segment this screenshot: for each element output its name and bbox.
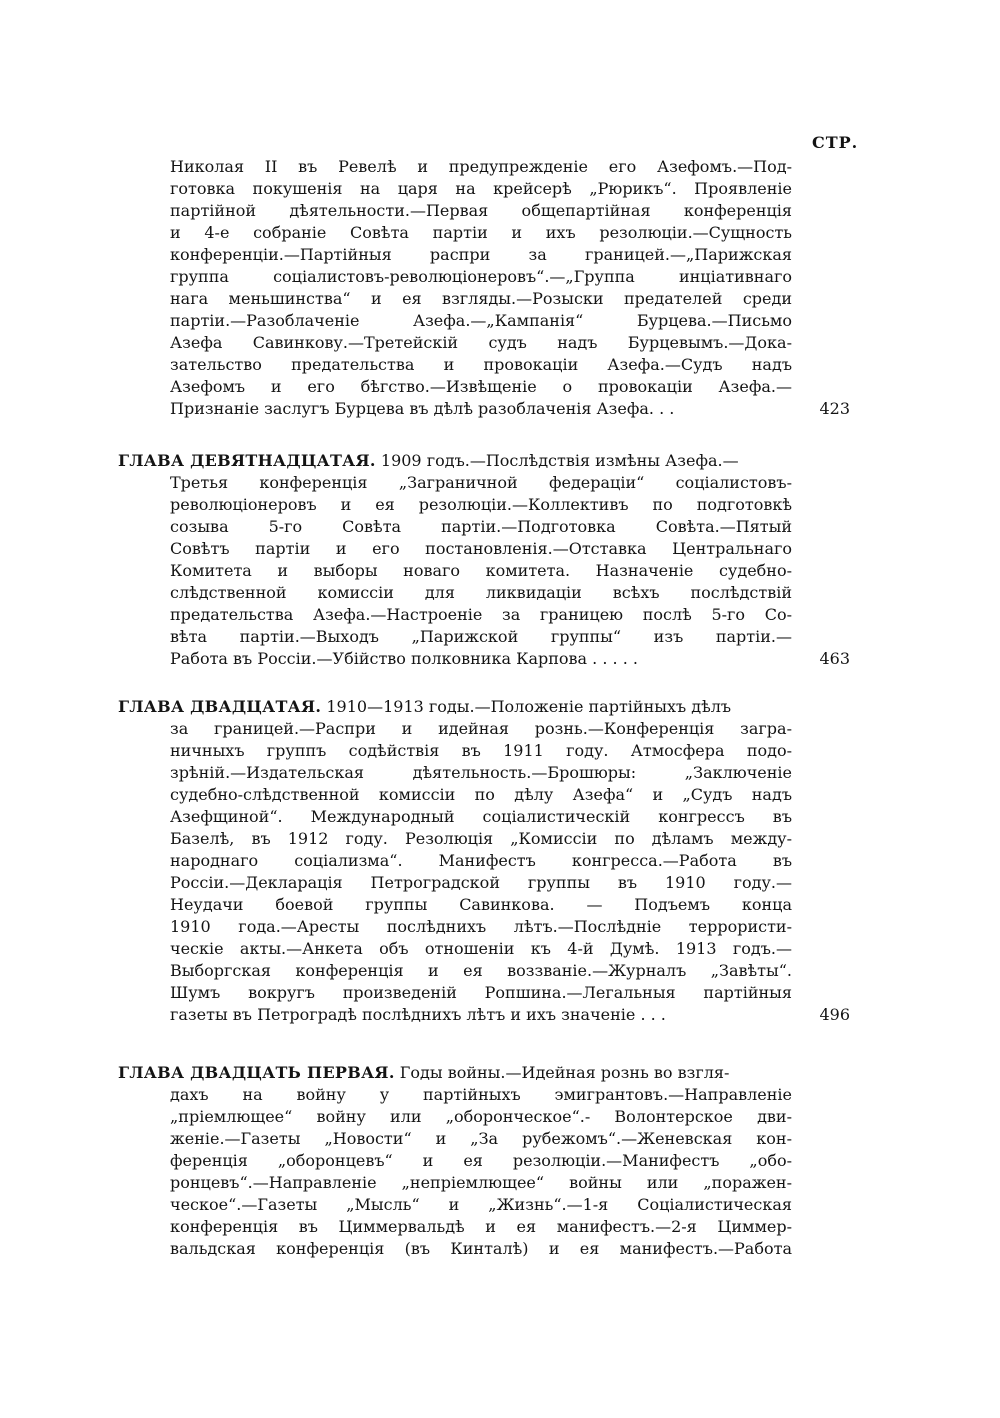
toc-line: ГЛАВА ДЕВЯТНАДЦАТАЯ. 1909 годъ.—Послѣдствія измѣны Азефа.— <box>118 451 739 470</box>
toc-line: ческое“.—Газеты „Мысль“ и „Жизнь“.—1-я Соціалистическая <box>170 1195 792 1214</box>
toc-line: партіи.—Разоблаченіе Азефа.—„Кампанія“ Бурцева.—Письмо <box>170 311 792 330</box>
toc-entry-chapter-21 <box>118 1062 850 1260</box>
toc-line: Россіи.—Декларація Петроградской группы въ 1910 году.— <box>170 873 792 892</box>
toc-line: ческіе акты.—Анкета объ отношеніи къ 4-й Думѣ. 1913 годъ.— <box>170 939 792 958</box>
toc-entry-continuation <box>118 156 850 420</box>
toc-line: Азефа Савинкову.—Третейскій судъ надъ Бурцевымъ.—Дока- <box>170 333 792 352</box>
toc-line: Азефщиной“. Международный соціалистическій конгрессъ въ <box>170 807 792 826</box>
chapter-heading: ГЛАВА ДЕВЯТНАДЦАТАЯ. <box>118 451 376 470</box>
toc-entry-chapter-19 <box>118 450 850 670</box>
page-number: 463 <box>819 649 850 668</box>
toc-line: ференція „оборонцевъ“ и ея резолюціи.—Манифестъ „обо- <box>170 1151 792 1170</box>
toc-line: Работа въ Россіи.—Убійство полковника Карпова . . . . . 463 <box>170 649 850 668</box>
toc-line: революціонеровъ и ея резолюціи.—Коллективъ по подготовкѣ <box>170 495 792 514</box>
toc-line: Третья конференція „Заграничной федераціи“ соціалистовъ- <box>170 473 792 492</box>
toc-line: 1910 года.—Аресты послѣднихъ лѣтъ.—Послѣдніе террористи- <box>170 917 792 936</box>
toc-line: и 4-е собраніе Совѣта партіи и ихъ резолюціи.—Сущность <box>170 223 792 242</box>
page-column-header: СТР. <box>812 133 859 152</box>
toc-line: конференція въ Циммервальдѣ и ея манифестъ.—2-я Циммер- <box>170 1217 792 1236</box>
page-number: 496 <box>819 1005 850 1024</box>
page-number: 423 <box>819 399 850 418</box>
toc-line: конференціи.—Партійныя распри за границей.—„Парижская <box>170 245 792 264</box>
toc-line: Комитета и выборы новаго комитета. Назначеніе судебно- <box>170 561 792 580</box>
toc-line: ничныхъ группъ содѣйствія въ 1911 году. Атмосфера подо- <box>170 741 792 760</box>
toc-line: Николая II въ Ревелѣ и предупрежденіе его Азефомъ.—Под- <box>170 157 792 176</box>
toc-line: народнаго соціализма“. Манифестъ конгресса.—Работа въ <box>170 851 792 870</box>
toc-line: газеты въ Петроградѣ послѣднихъ лѣтъ и ихъ значеніе . . . 496 <box>170 1005 850 1024</box>
toc-line: готовка покушенія на царя на крейсерѣ „Рюрикъ“. Проявленіе <box>170 179 792 198</box>
toc-line: группа соціалистовъ-революціонеровъ“.—„Группа инціативнаго <box>170 267 792 286</box>
toc-line: Совѣтъ партіи и его постановленія.—Отставка Центральнаго <box>170 539 792 558</box>
toc-line: „пріемлющее“ войну или „оборонческое“.- Волонтерское дви- <box>170 1107 792 1126</box>
toc-line: нага меньшинства“ и ея взгляды.—Розыски предателей среди <box>170 289 792 308</box>
toc-line: Признаніе заслугъ Бурцева въ дѣлѣ разоблаченія Азефа. . . 423 <box>170 399 850 418</box>
toc-line: дахъ на войну у партійныхъ эмигрантовъ.—Направленіе <box>170 1085 792 1104</box>
toc-line: зрѣній.—Издательская дѣятельность.—Брошюры: „Заключеніе <box>170 763 792 782</box>
toc-line: вѣта партіи.—Выходъ „Парижской группы“ изъ партіи.— <box>170 627 792 646</box>
toc-line: Азефомъ и его бѣгство.—Извѣщеніе о провокаціи Азефа.— <box>170 377 792 396</box>
toc-line: предательства Азефа.—Настроеніе за границею послѣ 5-го Со- <box>170 605 792 624</box>
toc-line: зательство предательства и провокаціи Азефа.—Судъ надъ <box>170 355 792 374</box>
toc-line: судебно-слѣдственной комиссіи по дѣлу Азефа“ и „Судъ надъ <box>170 785 792 804</box>
toc-line: ронцевъ“.—Направленіе „непріемлющее“ войны или „поражен- <box>170 1173 792 1192</box>
toc-line: ГЛАВА ДВАДЦАТАЯ. 1910—1913 годы.—Положеніе партійныхъ дѣлъ <box>118 697 732 716</box>
chapter-heading: ГЛАВА ДВАДЦАТАЯ. <box>118 697 322 716</box>
toc-entry-chapter-20 <box>118 696 850 1026</box>
toc-line: партійной дѣятельности.—Первая общепартійная конференція <box>170 201 792 220</box>
toc-line: слѣдственной комиссіи для ликвидаціи всѣхъ послѣдствій <box>170 583 792 602</box>
toc-line: ГЛАВА ДВАДЦАТЬ ПЕРВАЯ. Годы войны.—Идейная рознь во взгля- <box>118 1063 730 1082</box>
chapter-heading: ГЛАВА ДВАДЦАТЬ ПЕРВАЯ. <box>118 1063 395 1082</box>
toc-line: женіе.—Газеты „Новости“ и „За рубежомъ“.—Женевская кон- <box>170 1129 792 1148</box>
toc-line: созыва 5-го Совѣта партіи.—Подготовка Совѣта.—Пятый <box>170 517 792 536</box>
toc-line: Шумъ вокругъ произведеній Ропшина.—Легальныя партійныя <box>170 983 792 1002</box>
toc-line: за границей.—Распри и идейная рознь.—Конференція загра- <box>170 719 792 738</box>
toc-line: Базелѣ, въ 1912 году. Резолюція „Комиссіи по дѣламъ между- <box>170 829 792 848</box>
toc-line: Выборгская конференція и ея воззваніе.—Журналъ „Завѣты“. <box>170 961 792 980</box>
toc-line: Неудачи боевой группы Савинкова. — Подъемъ конца <box>170 895 792 914</box>
toc-line: вальдская конференція (въ Кинталѣ) и ея манифестъ.—Работа <box>170 1239 792 1258</box>
